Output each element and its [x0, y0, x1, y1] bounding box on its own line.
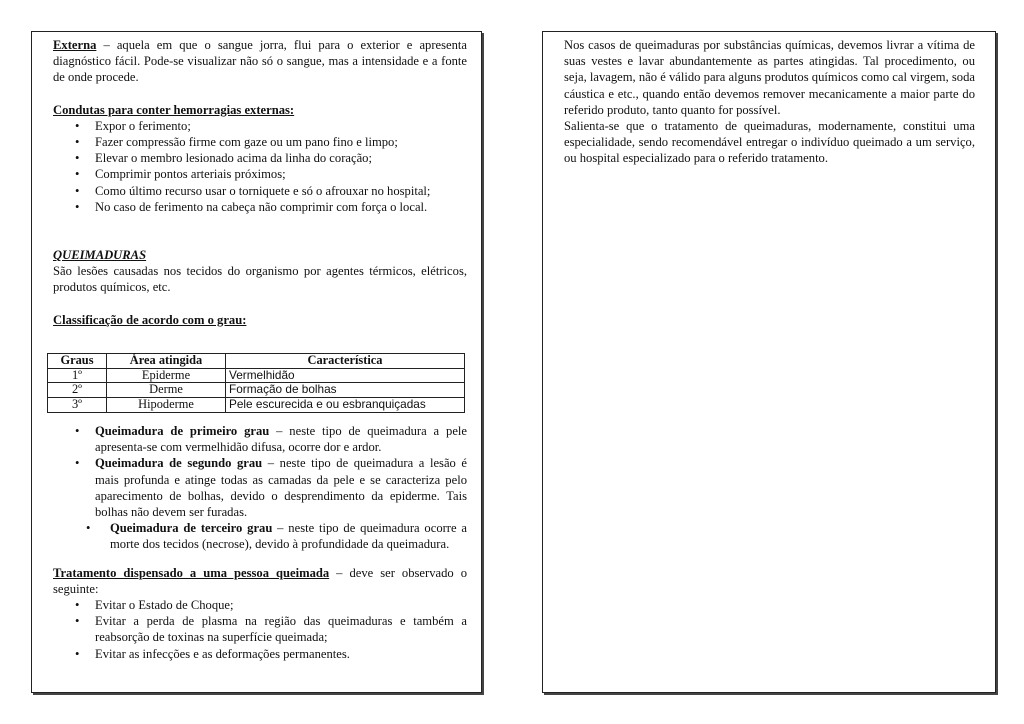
list-item: • Evitar a perda de plasma na região das queimaduras e também a reabsorção de toxinas na superfície queimada;: [53, 613, 467, 645]
especialidade-paragraph: Salienta-se que o tratamento de queimaduras, modernamente, constitui uma especialidade, sendo recomendável entregar o indivíduo queimado a um serviço, ou hospital especializado para o referido tratamento.: [564, 119, 975, 166]
list-item: [53, 520, 467, 552]
tratamento-title: Tratamento dispensado a uma pessoa queimada: [53, 565, 330, 580]
table-cell: 1º: [48, 368, 107, 383]
list-item: • Elevar o membro lesionado acima da linha do coração;: [53, 150, 467, 166]
queimaduras-title-text: QUEIMADURAS: [53, 248, 147, 263]
graus-list: [53, 423, 467, 553]
tratamento-paragraph: [53, 565, 467, 597]
table-header-cell: Graus: [48, 353, 107, 368]
list-item: [53, 455, 467, 520]
condutas-list: [53, 118, 467, 215]
externa-term: Externa: [53, 38, 97, 52]
tratamento-text: – deve ser observado o seguinte:: [53, 565, 467, 596]
table-cell: Epiderme: [107, 368, 226, 383]
list-item: • Como último recurso usar o torniquete e só o afrouxar no hospital;: [53, 183, 467, 199]
quimicas-paragraph: Nos casos de queimaduras por substâncias químicas, devemos livrar a vítima de suas vestes e lavar abundantemente as partes atingidas. Tal procedimento, ou seja, lavagem, não é válido para alguns produtos químicos como cal virgem, soda cáustica e etc., quando então devemos remover mecanicamente a maior parte do referido produto, tanto quanto for possível.: [564, 38, 975, 117]
list-item: [53, 423, 467, 455]
table-row: [48, 398, 465, 413]
grau-term: Queimadura de primeiro grau: [95, 424, 270, 439]
table-cell: Pele escurecida e ou esbranquiçadas: [226, 398, 465, 413]
list-item: • Evitar o Estado de Choque;: [53, 597, 467, 613]
table-row: [48, 368, 465, 383]
grau-term: Queimadura de terceiro grau: [110, 521, 273, 536]
table-cell: Formação de bolhas: [226, 383, 465, 398]
queimaduras-title: [53, 247, 467, 263]
table-header-row: [48, 353, 465, 368]
left-page: [31, 31, 482, 693]
grau-text: – neste tipo de queimadura a lesão é mais profunda e atinge todas as camadas da pele e se caracteriza pelo aparecimento de bolhas, devido o desprendimento da epiderme. Tais bolhas não devem ser furadas.: [95, 456, 467, 520]
condutas-title-text: Condutas para conter hemorragias externas:: [53, 102, 295, 117]
right-page: [542, 31, 996, 693]
table-header-cell: Característica: [226, 353, 465, 368]
list-item: • Comprimir pontos arteriais próximos;: [53, 166, 467, 182]
table-cell: Hipoderme: [107, 398, 226, 413]
classificacao-title-text: Classificação de acordo com o grau:: [53, 312, 247, 327]
list-item: • Fazer compressão firme com gaze ou um pano fino e limpo;: [53, 134, 467, 150]
left-page-content: [53, 37, 467, 662]
classificacao-title: [53, 312, 467, 328]
grau-term: Queimadura de segundo grau: [95, 456, 263, 471]
condutas-title: [53, 102, 467, 118]
grau-text: – neste tipo de queimadura ocorre a morte dos tecidos (necrose), devido à profundidade da queimadura.: [110, 521, 468, 552]
table-cell: 2º: [48, 383, 107, 398]
tratamento-list: [53, 597, 467, 662]
table-cell: 3º: [48, 398, 107, 413]
list-item: • No caso de ferimento na cabeça não comprimir com força o local.: [53, 199, 467, 215]
queimaduras-text: São lesões causadas nos tecidos do organismo por agentes térmicos, elétricos, produtos químicos, etc.: [53, 264, 467, 295]
grau-table: [47, 353, 465, 413]
externa-text: – aquela em que o sangue jorra, flui para o exterior e apresenta diagnóstico fácil. Pode-se visualizar não só o sangue, mas a intensidade e a fonte de onde procede.: [53, 38, 467, 85]
table-header-cell: Área atingida: [107, 353, 226, 368]
table-cell: Vermelhidão: [226, 368, 465, 383]
externa-paragraph: [53, 37, 467, 86]
list-item: • Expor o ferimento;: [53, 118, 467, 134]
table-cell: Derme: [107, 383, 226, 398]
list-item: • Evitar as infecções e as deformações permanentes.: [53, 646, 467, 662]
right-page-content: [564, 37, 975, 167]
table-row: [48, 383, 465, 398]
grau-text: – neste tipo de queimadura a pele apresenta-se com vermelhidão difusa, ocorre dor e ardor.: [95, 424, 467, 455]
